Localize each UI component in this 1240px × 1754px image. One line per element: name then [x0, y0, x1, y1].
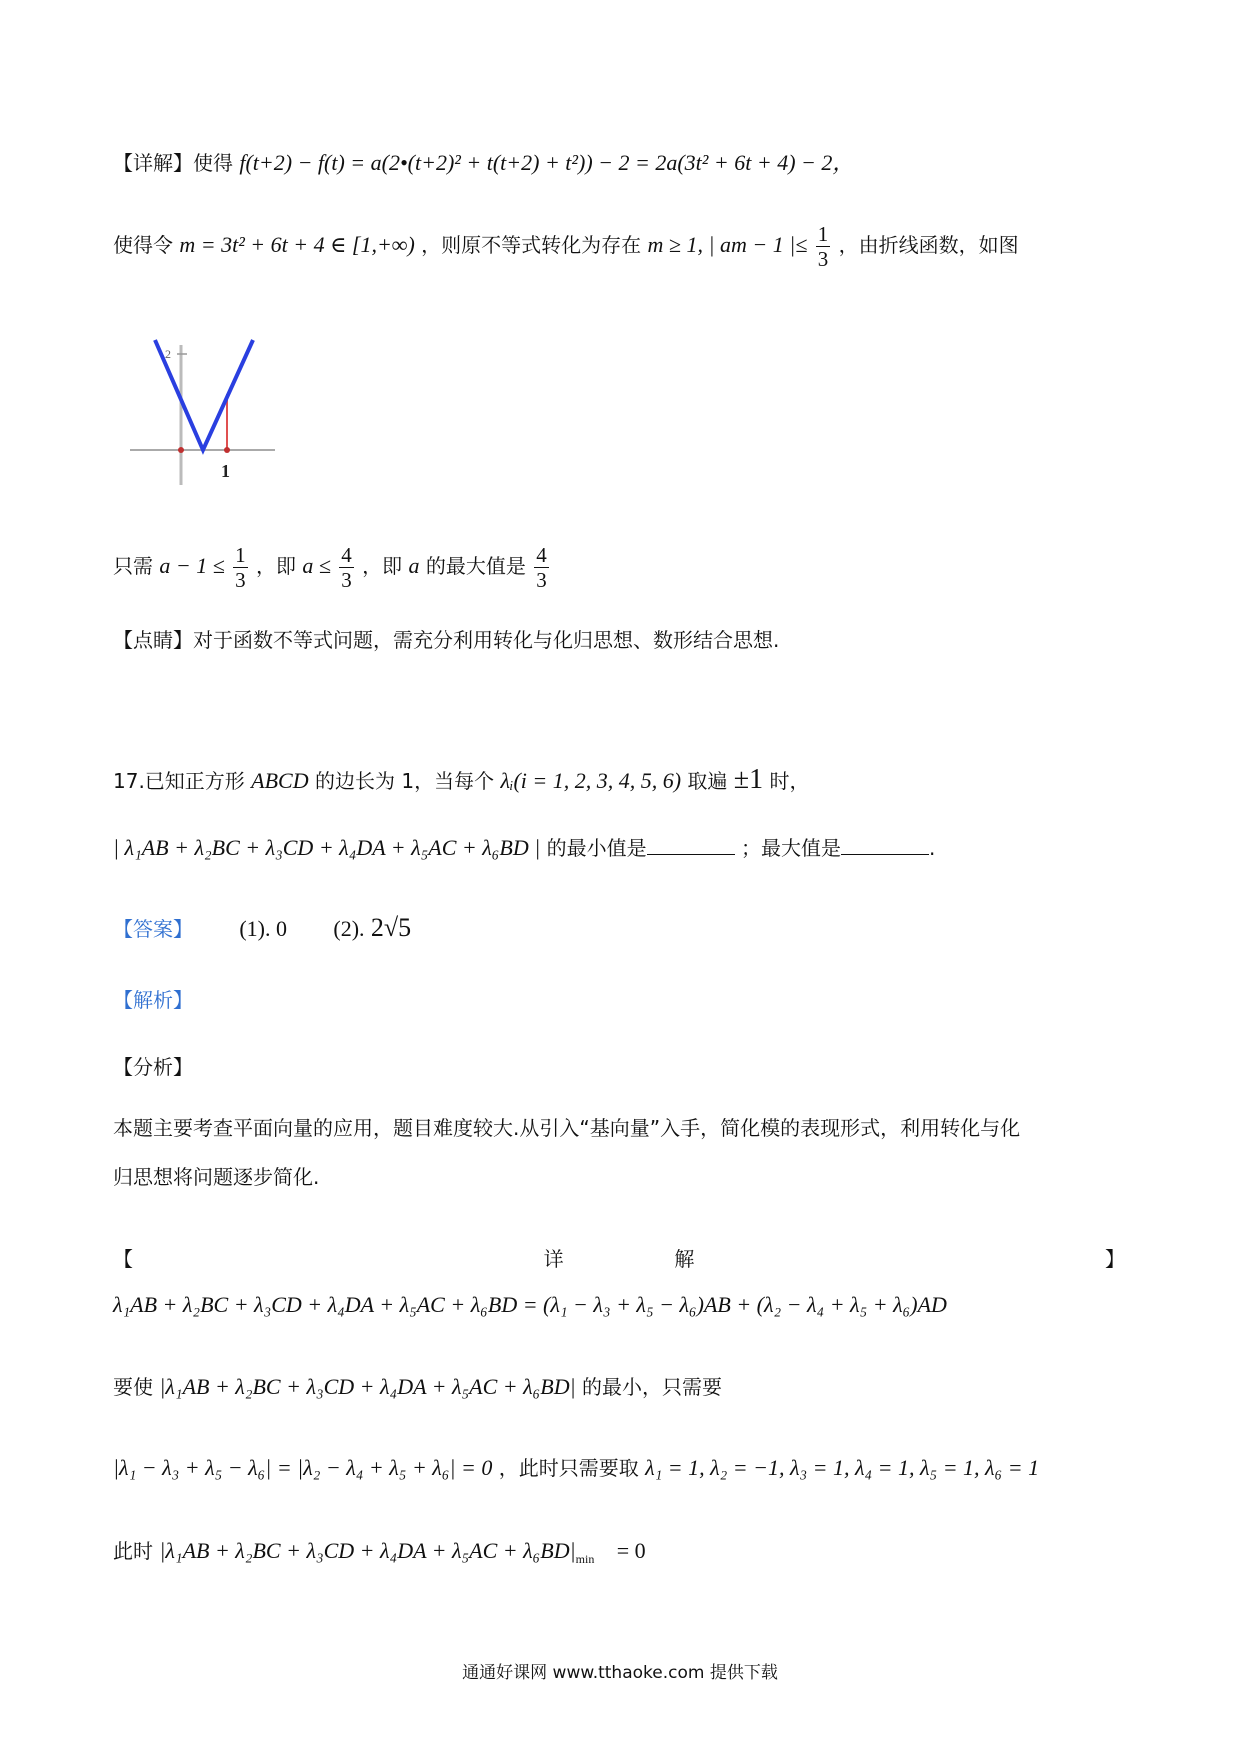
equation-1: f(t+2) − f(t) = a(2•(t+2)² + t(t+2) + t²)) − 2 = 2a(3t² + 6t + 4) − 2，	[239, 150, 855, 175]
fraction	[534, 543, 549, 592]
answer-2-label: (2).	[333, 916, 365, 941]
page-footer: 通通好课网 www.tthaoke.com 提供下载	[462, 1663, 778, 1683]
polyline-graph	[125, 330, 285, 490]
detail-char: 详	[543, 1247, 564, 1271]
math-inequality: m ≥ 1, | am − 1 |≤	[647, 232, 808, 257]
math: λ₁ = 1, λ₂ = −1, λ₃ = 1, λ₄ = 1, λ₅ = 1, λ₆ = 1	[645, 1455, 1040, 1480]
math: ABCD	[251, 768, 309, 793]
detail-line-3	[113, 543, 551, 592]
text: ，则原不等式转化为存在	[421, 233, 642, 257]
answer-1: (1). 0	[239, 916, 288, 941]
text: 的最小，只需要	[582, 1375, 723, 1399]
frac-den: 3	[235, 568, 246, 592]
equation-min-condition	[113, 1372, 722, 1402]
answer-line	[113, 913, 411, 944]
text: 的最小值是	[546, 836, 647, 860]
text: 17.已知正方形	[113, 769, 245, 793]
math: |λ₁AB + λ₂BC + λ₃CD + λ₄DA + λ₅AC + λ₆BD|	[159, 1374, 576, 1399]
bracket-close: 】	[1104, 1247, 1125, 1271]
detail-line-1	[113, 148, 854, 178]
frac-den: 3	[341, 568, 352, 592]
math: λᵢ(i = 1, 2, 3, 4, 5, 6)	[500, 768, 682, 793]
text: 此时	[113, 1539, 153, 1563]
jiexi-label: 【解析】	[113, 988, 193, 1012]
bracket-open: 【	[113, 1247, 133, 1271]
detail-label: 【详解】使得	[113, 151, 233, 175]
dianjing-line: 【点睛】对于函数不等式问题，需充分利用转化与化归思想、数形结合思想.	[113, 628, 780, 652]
text: ，由折线函数，如图	[838, 233, 1019, 257]
text: ，此时只需要取	[498, 1456, 639, 1480]
frac-num: 4	[536, 543, 547, 567]
answer-blank-1	[647, 834, 735, 855]
text: ，即	[256, 554, 296, 578]
equation-min-result	[113, 1536, 646, 1574]
frac-den: 3	[817, 247, 829, 271]
analysis-line-1: 本题主要考查平面向量的应用，题目难度较大.从引入“基向量”入手，简化模的表现形式，利用转化与化	[113, 1116, 1021, 1140]
question-17-line-1	[113, 765, 810, 796]
fraction	[339, 543, 354, 592]
math: a − 1 ≤	[159, 553, 225, 578]
text: .	[929, 836, 936, 860]
detail-header	[113, 1243, 1125, 1272]
equation-zero-condition	[113, 1453, 1039, 1483]
x-tick-label: 1	[221, 461, 230, 481]
frac-num: 1	[235, 543, 246, 567]
point	[178, 447, 184, 453]
answer-2-value: 2√5	[370, 913, 412, 942]
fenxi-label: 【分析】	[113, 1055, 193, 1079]
answer-label: 【答案】	[113, 917, 193, 941]
fraction	[816, 222, 831, 271]
analysis-line-2: 归思想将问题逐步简化.	[113, 1165, 320, 1189]
math: = 0	[616, 1538, 646, 1563]
plus-minus-one: ±1	[733, 764, 764, 795]
math: a	[408, 553, 420, 578]
text: ；最大值是	[741, 836, 842, 860]
fraction	[233, 543, 248, 592]
text: 要使	[113, 1375, 153, 1399]
y-tick-label: 2	[165, 347, 171, 361]
detail-char: 解	[674, 1247, 695, 1271]
math: a ≤	[302, 553, 331, 578]
point	[224, 447, 230, 453]
text: 使得令	[113, 233, 173, 257]
math: |λ₁ − λ₃ + λ₅ − λ₆| = |λ₂ − λ₄ + λ₅ + λ₆| = 0	[113, 1455, 493, 1480]
question-17-line-2	[113, 833, 935, 863]
text: 时，	[769, 769, 810, 793]
frac-num: 1	[817, 222, 829, 246]
frac-den: 3	[536, 568, 547, 592]
equation-vector-decomp	[113, 1290, 947, 1320]
vector-expression: | λ₁AB + λ₂BC + λ₃CD + λ₄DA + λ₅AC + λ₆BD |	[113, 835, 541, 860]
math-m-def: m = 3t² + 6t + 4 ∈ [1,+∞)	[179, 232, 415, 257]
detail-line-2	[113, 222, 1019, 271]
text: ，即	[362, 554, 403, 578]
answer-blank-2	[841, 834, 929, 855]
text: 只需	[113, 554, 153, 578]
frac-num: 4	[341, 543, 352, 567]
text: 的最大值是	[425, 554, 526, 578]
math: λ₁AB + λ₂BC + λ₃CD + λ₄DA + λ₅AC + λ₆BD = (λ₁ − λ₃ + λ₅ − λ₆)AB + (λ₂ − λ₄ + λ₅ + λ₆)AD	[113, 1292, 947, 1317]
subscript-min: min	[575, 1552, 595, 1566]
text: 取遍	[687, 769, 728, 793]
math: |λ₁AB + λ₂BC + λ₃CD + λ₄DA + λ₅AC + λ₆BD|	[159, 1538, 576, 1563]
text: 的边长为 1，当每个	[314, 769, 495, 793]
